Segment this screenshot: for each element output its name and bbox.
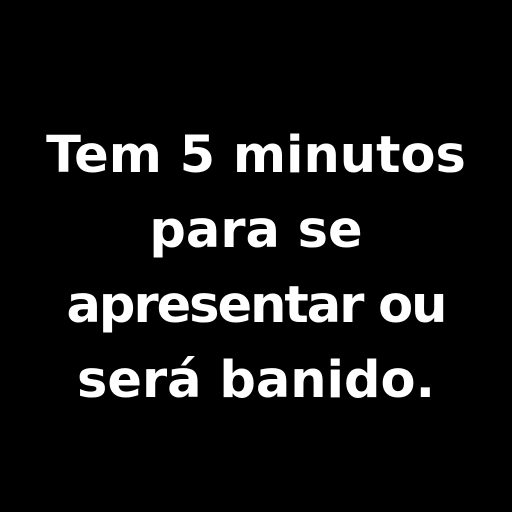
message-line-2: para se [149, 201, 363, 260]
message-line-4: será banido. [77, 351, 435, 410]
warning-message [0, 118, 512, 418]
message-line-3: apresentar ou [66, 276, 446, 335]
message-line-1: Tem 5 minutos [46, 126, 466, 185]
